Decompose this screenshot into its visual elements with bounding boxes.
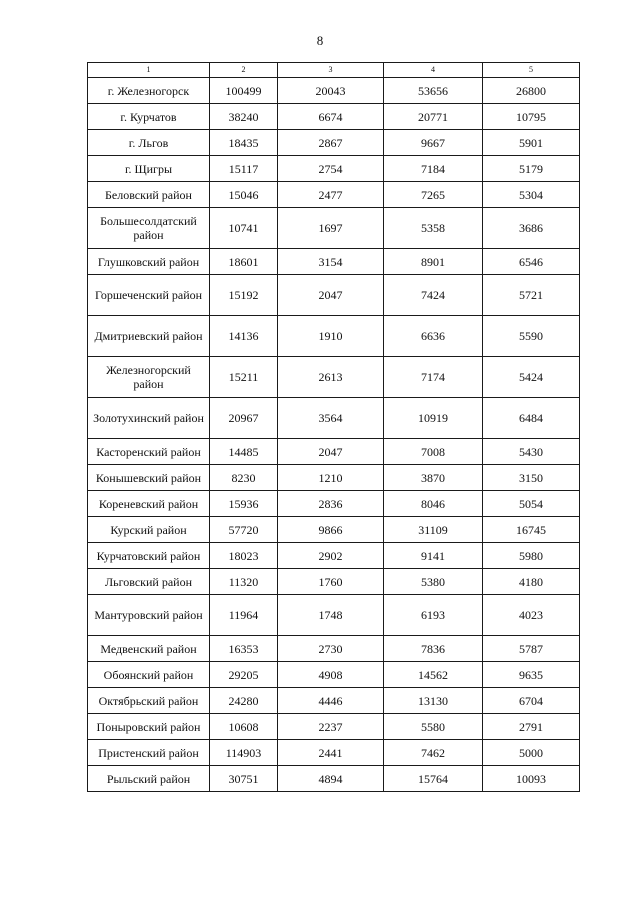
value-cell-col-3: 2047: [278, 275, 384, 316]
value-cell-col-5: 10795: [483, 104, 580, 130]
value-cell-col-2: 16353: [210, 636, 278, 662]
value-cell-col-3: 1910: [278, 316, 384, 357]
district-name-cell: Касторенский район: [88, 439, 210, 465]
value-cell-col-5: 4180: [483, 569, 580, 595]
value-cell-col-2: 15211: [210, 357, 278, 398]
value-cell-col-2: 38240: [210, 104, 278, 130]
value-cell-col-2: 15046: [210, 182, 278, 208]
district-name-cell: Железногорский район: [88, 357, 210, 398]
table-row: [88, 104, 580, 130]
district-name-cell: г. Курчатов: [88, 104, 210, 130]
value-cell-col-3: 2730: [278, 636, 384, 662]
value-cell-col-4: 7265: [384, 182, 483, 208]
value-cell-col-5: 5901: [483, 130, 580, 156]
district-name-cell: Медвенский район: [88, 636, 210, 662]
value-cell-col-5: 5430: [483, 439, 580, 465]
value-cell-col-5: 6704: [483, 688, 580, 714]
district-name-cell: Курский район: [88, 517, 210, 543]
value-cell-col-2: 15192: [210, 275, 278, 316]
table-row: [88, 688, 580, 714]
value-cell-col-2: 18023: [210, 543, 278, 569]
value-cell-col-2: 20967: [210, 398, 278, 439]
district-name-cell: Золотухинский район: [88, 398, 210, 439]
table-row: [88, 439, 580, 465]
table-row: [88, 517, 580, 543]
district-name-cell: Беловский район: [88, 182, 210, 208]
value-cell-col-4: 14562: [384, 662, 483, 688]
value-cell-col-4: 13130: [384, 688, 483, 714]
value-cell-col-3: 1760: [278, 569, 384, 595]
value-cell-col-5: 6546: [483, 249, 580, 275]
district-name-cell: Курчатовский район: [88, 543, 210, 569]
table-row: [88, 357, 580, 398]
district-name-cell: Льговский район: [88, 569, 210, 595]
value-cell-col-4: 6193: [384, 595, 483, 636]
value-cell-col-4: 8046: [384, 491, 483, 517]
value-cell-col-5: 10093: [483, 766, 580, 792]
value-cell-col-2: 24280: [210, 688, 278, 714]
table-row: [88, 156, 580, 182]
value-cell-col-3: 1697: [278, 208, 384, 249]
value-cell-col-4: 6636: [384, 316, 483, 357]
district-name-cell: г. Щигры: [88, 156, 210, 182]
value-cell-col-4: 9667: [384, 130, 483, 156]
value-cell-col-5: 5054: [483, 491, 580, 517]
district-name-cell: г. Льгов: [88, 130, 210, 156]
table-row: [88, 766, 580, 792]
table-row: [88, 595, 580, 636]
value-cell-col-2: 15936: [210, 491, 278, 517]
column-header-1: 1: [88, 63, 210, 78]
value-cell-col-3: 1748: [278, 595, 384, 636]
value-cell-col-4: 5580: [384, 714, 483, 740]
value-cell-col-3: 9866: [278, 517, 384, 543]
value-cell-col-5: 6484: [483, 398, 580, 439]
table-row: [88, 182, 580, 208]
value-cell-col-3: 4894: [278, 766, 384, 792]
value-cell-col-5: 5000: [483, 740, 580, 766]
value-cell-col-4: 7008: [384, 439, 483, 465]
column-header-4: 4: [384, 63, 483, 78]
value-cell-col-3: 2441: [278, 740, 384, 766]
column-header-5: 5: [483, 63, 580, 78]
value-cell-col-3: 4446: [278, 688, 384, 714]
value-cell-col-2: 18435: [210, 130, 278, 156]
value-cell-col-5: 26800: [483, 78, 580, 104]
value-cell-col-4: 7184: [384, 156, 483, 182]
value-cell-col-4: 31109: [384, 517, 483, 543]
value-cell-col-2: 14485: [210, 439, 278, 465]
value-cell-col-3: 2477: [278, 182, 384, 208]
table-row: [88, 78, 580, 104]
value-cell-col-3: 2613: [278, 357, 384, 398]
value-cell-col-4: 8901: [384, 249, 483, 275]
value-cell-col-3: 3564: [278, 398, 384, 439]
district-name-cell: Мантуровский район: [88, 595, 210, 636]
district-name-cell: Пристенский район: [88, 740, 210, 766]
table-row: [88, 740, 580, 766]
value-cell-col-4: 7424: [384, 275, 483, 316]
district-name-cell: Горшеченский район: [88, 275, 210, 316]
value-cell-col-4: 20771: [384, 104, 483, 130]
table-row: [88, 543, 580, 569]
value-cell-col-4: 53656: [384, 78, 483, 104]
table-row: [88, 249, 580, 275]
district-name-cell: Обоянский район: [88, 662, 210, 688]
value-cell-col-4: 7462: [384, 740, 483, 766]
table-body: [88, 78, 580, 792]
table-row: [88, 316, 580, 357]
value-cell-col-4: 15764: [384, 766, 483, 792]
value-cell-col-3: 3154: [278, 249, 384, 275]
column-header-3: 3: [278, 63, 384, 78]
value-cell-col-5: 5787: [483, 636, 580, 662]
column-number-header-row: [88, 63, 580, 78]
table-row: [88, 636, 580, 662]
value-cell-col-3: 2902: [278, 543, 384, 569]
value-cell-col-2: 100499: [210, 78, 278, 104]
column-header-2: 2: [210, 63, 278, 78]
value-cell-col-5: 5304: [483, 182, 580, 208]
value-cell-col-2: 10608: [210, 714, 278, 740]
value-cell-col-4: 3870: [384, 465, 483, 491]
district-name-cell: Конышевский район: [88, 465, 210, 491]
district-name-cell: Рыльский район: [88, 766, 210, 792]
page-number: 8: [316, 33, 324, 48]
district-name-cell: Глушковский район: [88, 249, 210, 275]
value-cell-col-2: 14136: [210, 316, 278, 357]
value-cell-col-5: 4023: [483, 595, 580, 636]
district-data-table: [87, 62, 580, 792]
value-cell-col-3: 1210: [278, 465, 384, 491]
value-cell-col-4: 7836: [384, 636, 483, 662]
value-cell-col-3: 6674: [278, 104, 384, 130]
value-cell-col-5: 5980: [483, 543, 580, 569]
district-name-cell: Кореневский район: [88, 491, 210, 517]
value-cell-col-3: 2867: [278, 130, 384, 156]
district-name-cell: Большесолдатский район: [88, 208, 210, 249]
district-name-cell: г. Железногорск: [88, 78, 210, 104]
value-cell-col-4: 10919: [384, 398, 483, 439]
value-cell-col-5: 5590: [483, 316, 580, 357]
value-cell-col-5: 5179: [483, 156, 580, 182]
value-cell-col-5: 16745: [483, 517, 580, 543]
district-name-cell: Октябрьский район: [88, 688, 210, 714]
value-cell-col-3: 2754: [278, 156, 384, 182]
value-cell-col-3: 20043: [278, 78, 384, 104]
table-row: [88, 714, 580, 740]
value-cell-col-2: 10741: [210, 208, 278, 249]
value-cell-col-2: 11320: [210, 569, 278, 595]
value-cell-col-5: 2791: [483, 714, 580, 740]
table-row: [88, 275, 580, 316]
value-cell-col-3: 2237: [278, 714, 384, 740]
table-row: [88, 569, 580, 595]
value-cell-col-2: 8230: [210, 465, 278, 491]
value-cell-col-2: 15117: [210, 156, 278, 182]
value-cell-col-3: 4908: [278, 662, 384, 688]
district-name-cell: Поныровский район: [88, 714, 210, 740]
value-cell-col-5: 5424: [483, 357, 580, 398]
value-cell-col-2: 11964: [210, 595, 278, 636]
value-cell-col-2: 29205: [210, 662, 278, 688]
value-cell-col-4: 5358: [384, 208, 483, 249]
district-name-cell: Дмитриевский район: [88, 316, 210, 357]
value-cell-col-3: 2047: [278, 439, 384, 465]
value-cell-col-4: 5380: [384, 569, 483, 595]
value-cell-col-5: 3150: [483, 465, 580, 491]
table-row: [88, 398, 580, 439]
table-row: [88, 130, 580, 156]
value-cell-col-3: 2836: [278, 491, 384, 517]
value-cell-col-4: 9141: [384, 543, 483, 569]
value-cell-col-5: 9635: [483, 662, 580, 688]
value-cell-col-2: 30751: [210, 766, 278, 792]
table-row: [88, 465, 580, 491]
value-cell-col-5: 3686: [483, 208, 580, 249]
table-row: [88, 491, 580, 517]
value-cell-col-2: 57720: [210, 517, 278, 543]
value-cell-col-4: 7174: [384, 357, 483, 398]
value-cell-col-5: 5721: [483, 275, 580, 316]
table-row: [88, 208, 580, 249]
table-row: [88, 662, 580, 688]
value-cell-col-2: 114903: [210, 740, 278, 766]
value-cell-col-2: 18601: [210, 249, 278, 275]
